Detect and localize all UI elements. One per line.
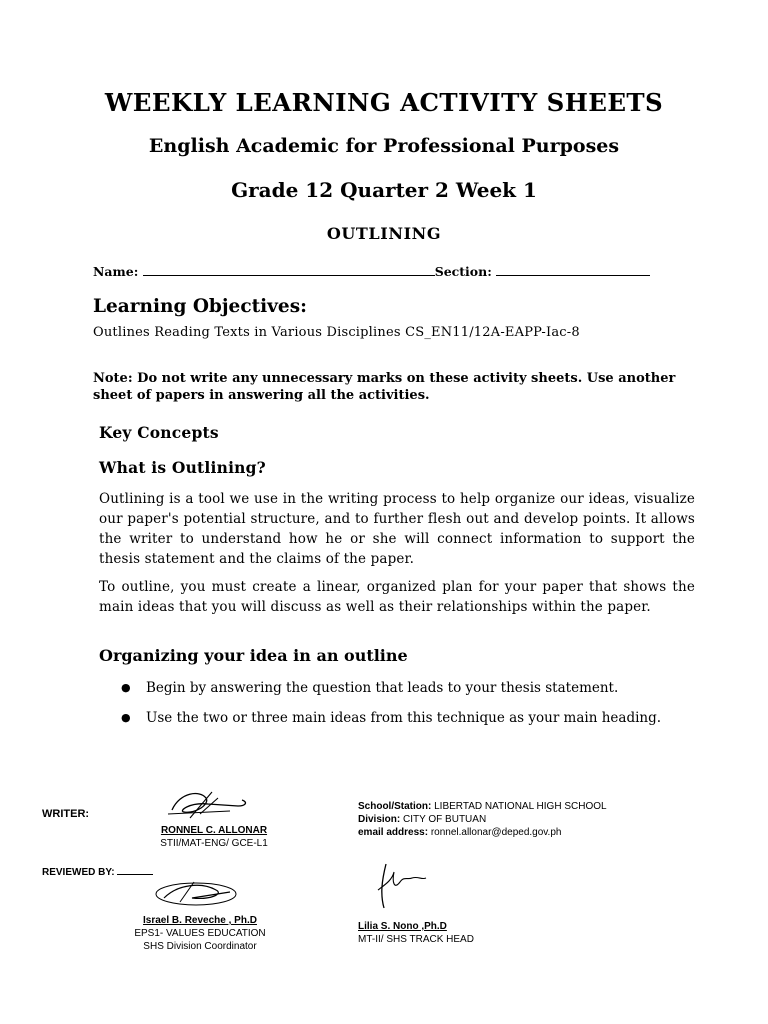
bullet-icon: ● bbox=[121, 711, 131, 724]
reviewer1-name: Israel B. Reveche , Ph.D bbox=[143, 915, 257, 926]
key-concepts-heading: Key Concepts bbox=[99, 423, 219, 442]
school-station bbox=[358, 801, 607, 813]
topic-title: OUTLINING bbox=[326, 224, 442, 243]
learning-objectives-heading: Learning Objectives: bbox=[93, 296, 307, 317]
school-label: School/Station: bbox=[358, 801, 432, 812]
what-is-outlining-heading: What is Outlining? bbox=[99, 458, 266, 477]
note-label: Note bbox=[93, 371, 128, 386]
division-info bbox=[358, 814, 486, 826]
list-item bbox=[121, 708, 676, 728]
subject-title: English Academic for Professional Purposes bbox=[148, 135, 620, 157]
school-value: LIBERTAD NATIONAL HIGH SCHOOL bbox=[431, 801, 607, 812]
bullet-icon: ● bbox=[121, 681, 131, 694]
writer-label: WRITER: bbox=[42, 808, 90, 820]
reviewer1-signature bbox=[150, 872, 250, 912]
email-label: email address: bbox=[358, 827, 429, 838]
reviewer2-name: Lilia S. Nono ,Ph.D bbox=[358, 921, 447, 932]
list-item bbox=[121, 678, 676, 698]
reviewed-by-label: REVIEWED BY: bbox=[42, 865, 153, 879]
document-title: WEEKLY LEARNING ACTIVITY SHEETS bbox=[104, 88, 664, 117]
reviewer1-title-1: EPS1- VALUES EDUCATION bbox=[134, 928, 266, 939]
organizing-heading: Organizing your idea in an outline bbox=[99, 646, 408, 665]
learning-objectives-text: Outlines Reading Texts in Various Disciplines CS_EN11/12A-EAPP-Iac-8 bbox=[93, 325, 580, 340]
email-value: ronnel.allonar@deped.gov.ph bbox=[428, 827, 562, 838]
reviewer2-title: MT-II/ SHS TRACK HEAD bbox=[358, 934, 474, 945]
writer-signature bbox=[160, 784, 270, 826]
bullet-text: Begin by answering the question that leads to your thesis statement. bbox=[146, 680, 619, 696]
writer-name: RONNEL C. ALLONAR bbox=[160, 825, 268, 836]
division-value: CITY OF BUTUAN bbox=[400, 814, 487, 825]
reviewer2-signature bbox=[372, 860, 432, 912]
section-label: Section: bbox=[434, 264, 492, 279]
email-info bbox=[358, 827, 561, 839]
name-label: Name: bbox=[93, 264, 139, 279]
writer-title: STII/MAT-ENG/ GCE-L1 bbox=[160, 838, 268, 849]
reviewed-by-line bbox=[117, 865, 153, 875]
reviewer1-title-2: SHS Division Coordinator bbox=[143, 941, 257, 952]
name-section-line bbox=[93, 264, 650, 279]
grade-quarter-week: Grade 12 Quarter 2 Week 1 bbox=[231, 178, 537, 202]
division-label: Division: bbox=[358, 814, 401, 825]
note-paragraph bbox=[93, 370, 683, 404]
organizing-bullet-list bbox=[121, 678, 676, 738]
outlining-paragraph-1: Outlining is a tool we use in the writing process to help organize our ideas, visualize our paper's potential structure, and to further flesh out and develop points. It allows the writer to understand how he or she will connect information to support the thesis statement and the claims of the paper. bbox=[99, 491, 695, 567]
section-field[interactable] bbox=[496, 264, 650, 276]
bullet-text: Use the two or three main ideas from this technique as your main heading. bbox=[146, 710, 662, 726]
name-field[interactable] bbox=[143, 264, 435, 276]
outlining-paragraph-2: To outline, you must create a linear, organized plan for your paper that shows the main ideas that you will discuss as well as their relationships within the paper. bbox=[99, 579, 695, 615]
note-text: : Do not write any unnecessary marks on these activity sheets. Use another sheet of papers in answering all the activities. bbox=[93, 371, 676, 403]
